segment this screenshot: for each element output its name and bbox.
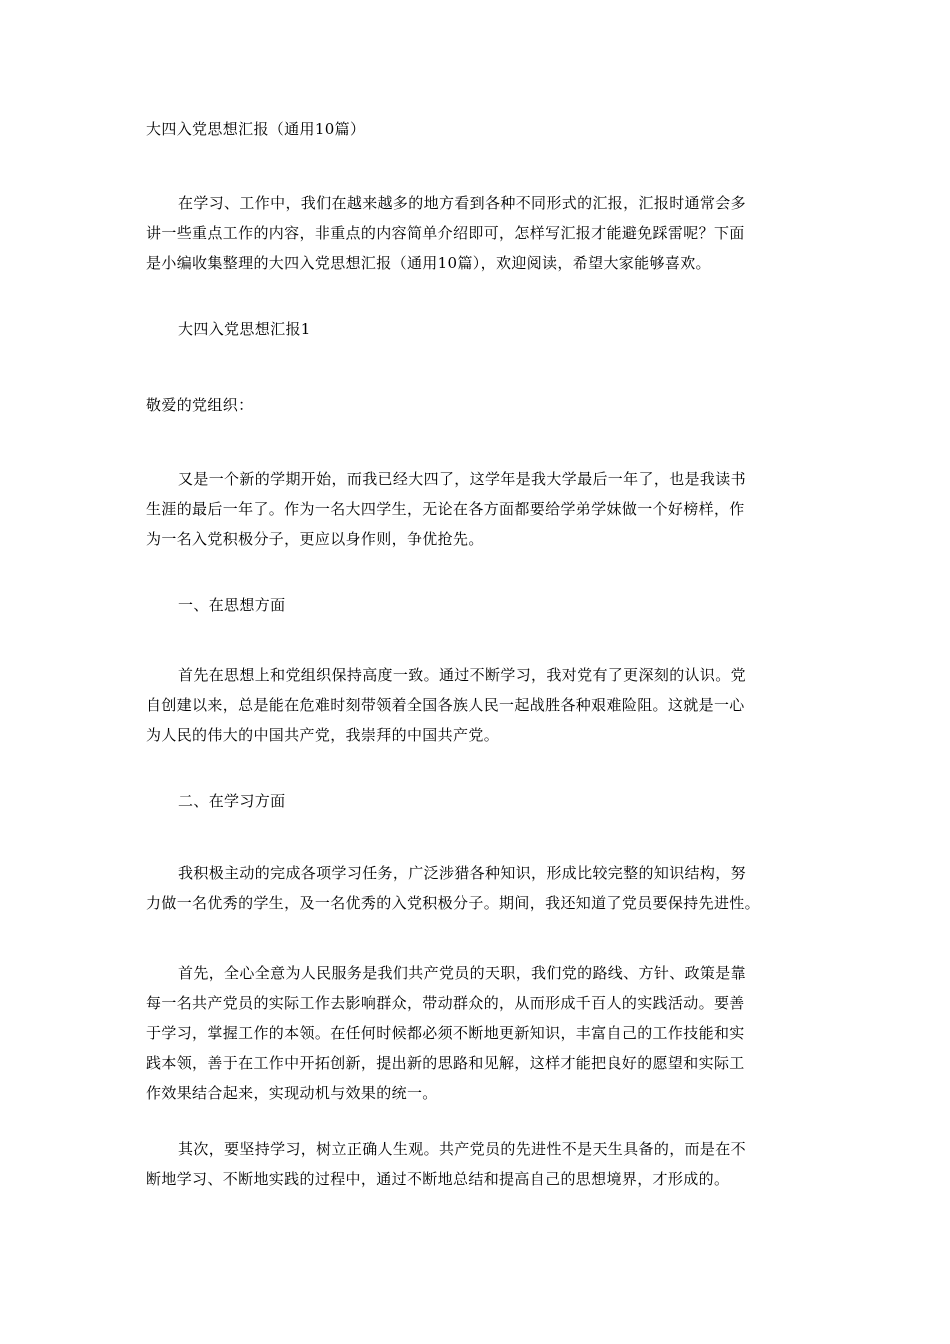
paragraph-line: 又是一个新的学期开始，而我已经大四了，这学年是我大学最后一年了，也是我读书 (178, 470, 746, 488)
section-heading: 大四入党思想汇报1 (178, 320, 311, 338)
paragraph-line: 于学习，掌握工作的本领。在任何时候都必须不断地更新知识，丰富自己的工作技能和实 (146, 1024, 745, 1042)
paragraph-line: 首先，全心全意为人民服务是我们共产党员的天职，我们党的路线、方针、政策是靠 (178, 964, 746, 982)
paragraph-line: 首先在思想上和党组织保持高度一致。通过不断学习，我对党有了更深刻的认识。党 (178, 666, 746, 684)
body-paragraph-2 (146, 660, 810, 750)
paragraph-line: 作效果结合起来，实现动机与效果的统一。 (146, 1084, 438, 1102)
body-paragraph-1 (146, 464, 810, 554)
paragraph-line: 生涯的最后一年了。作为一名大四学生，无论在各方面都要给学弟学妹做一个好榜样，作 (146, 500, 745, 518)
paragraph-line: 其次，要坚持学习，树立正确人生观。共产党员的先进性不是天生具备的，而是在不 (178, 1140, 746, 1158)
intro-paragraph (146, 188, 810, 278)
subheading-study: 二、在学习方面 (178, 792, 286, 810)
body-paragraph-5 (146, 1134, 810, 1194)
document-title: 大四入党思想汇报（通用10篇） (146, 120, 366, 138)
paragraph-line: 每一名共产党员的实际工作去影响群众，带动群众的，从而形成千百人的实践活动。要善 (146, 994, 745, 1012)
salutation: 敬爱的党组织： (146, 396, 254, 414)
paragraph-line: 自创建以来，总是能在危难时刻带领着全国各族人民一起战胜各种艰难险阻。这就是一心 (146, 696, 745, 714)
intro-line: 在学习、工作中，我们在越来越多的地方看到各种不同形式的汇报，汇报时通常会多 (178, 194, 746, 212)
intro-line: 讲一些重点工作的内容，非重点的内容简单介绍即可，怎样写汇报才能避免踩雷呢？下面 (146, 224, 745, 242)
intro-line: 是小编收集整理的大四入党思想汇报（通用10篇），欢迎阅读，希望大家能够喜欢。 (146, 254, 711, 272)
paragraph-line: 力做一名优秀的学生，及一名优秀的入党积极分子。期间，我还知道了党员要保持先进性。 (146, 894, 761, 912)
paragraph-line: 断地学习、不断地实践的过程中，通过不断地总结和提高自己的思想境界，才形成的。 (146, 1170, 730, 1188)
paragraph-line: 我积极主动的完成各项学习任务，广泛涉猎各种知识，形成比较完整的知识结构，努 (178, 864, 746, 882)
paragraph-line: 为人民的伟大的中国共产党，我崇拜的中国共产党。 (146, 726, 500, 744)
subheading-thought: 一、在思想方面 (178, 596, 286, 614)
body-paragraph-3 (146, 858, 810, 918)
paragraph-line: 为一名入党积极分子，更应以身作则，争优抢先。 (146, 530, 484, 548)
body-paragraph-4 (146, 958, 810, 1108)
paragraph-line: 践本领，善于在工作中开拓创新，提出新的思路和见解，这样才能把良好的愿望和实际工 (146, 1054, 745, 1072)
